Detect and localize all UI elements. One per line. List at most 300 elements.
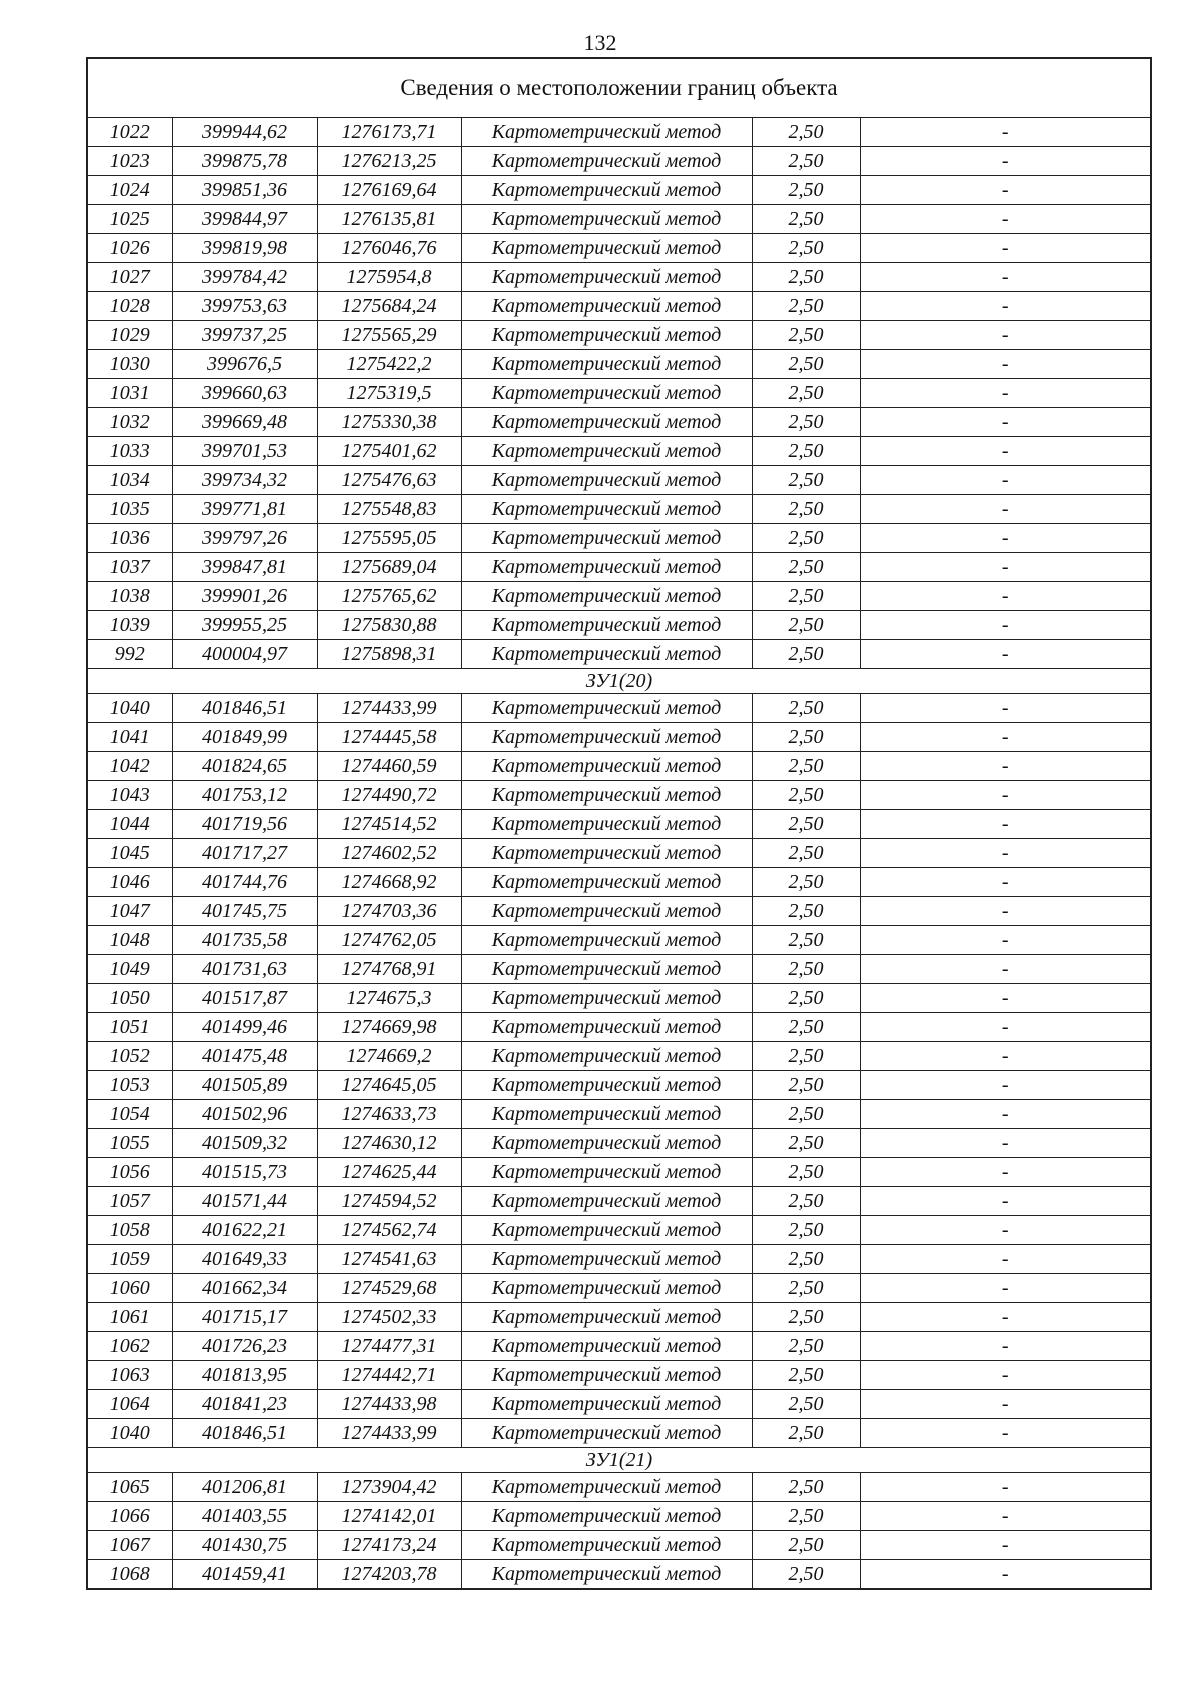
x-coordinate-cell: 399734,32 (172, 466, 317, 495)
point-number-cell: 1036 (87, 524, 172, 553)
table-row (87, 263, 1151, 292)
section-label: ЗУ1(21) (87, 1448, 1151, 1473)
method-cell: Картометрический метод (461, 1071, 752, 1100)
accuracy-cell: 2,50 (752, 611, 860, 640)
y-coordinate-cell: 1275330,38 (317, 408, 461, 437)
x-coordinate-cell: 401206,81 (172, 1473, 317, 1502)
accuracy-cell: 2,50 (752, 1419, 860, 1448)
y-coordinate-cell: 1274594,52 (317, 1187, 461, 1216)
y-coordinate-cell: 1275401,62 (317, 437, 461, 466)
accuracy-cell: 2,50 (752, 1013, 860, 1042)
point-number-cell: 1047 (87, 897, 172, 926)
y-coordinate-cell: 1275765,62 (317, 582, 461, 611)
x-coordinate-cell: 399955,25 (172, 611, 317, 640)
table-row (87, 926, 1151, 955)
x-coordinate-cell: 401502,96 (172, 1100, 317, 1129)
description-cell: - (860, 1390, 1151, 1419)
method-cell: Картометрический метод (461, 524, 752, 553)
point-number-cell: 1067 (87, 1531, 172, 1560)
y-coordinate-cell: 1274142,01 (317, 1502, 461, 1531)
y-coordinate-cell: 1274703,36 (317, 897, 461, 926)
method-cell: Картометрический метод (461, 1560, 752, 1590)
point-number-cell: 1025 (87, 205, 172, 234)
y-coordinate-cell: 1274477,31 (317, 1332, 461, 1361)
method-cell: Картометрический метод (461, 1473, 752, 1502)
method-cell: Картометрический метод (461, 752, 752, 781)
x-coordinate-cell: 401846,51 (172, 1419, 317, 1448)
table-title: Сведения о местоположении границ объекта (87, 58, 1151, 118)
accuracy-cell: 2,50 (752, 1187, 860, 1216)
method-cell: Картометрический метод (461, 984, 752, 1013)
table-row (87, 408, 1151, 437)
point-number-cell: 1043 (87, 781, 172, 810)
description-cell: - (860, 1071, 1151, 1100)
y-coordinate-cell: 1274460,59 (317, 752, 461, 781)
y-coordinate-cell: 1275689,04 (317, 553, 461, 582)
table-row (87, 1013, 1151, 1042)
description-cell: - (860, 984, 1151, 1013)
y-coordinate-cell: 1274602,52 (317, 839, 461, 868)
description-cell: - (860, 781, 1151, 810)
y-coordinate-cell: 1274668,92 (317, 868, 461, 897)
method-cell: Картометрический метод (461, 582, 752, 611)
accuracy-cell: 2,50 (752, 582, 860, 611)
accuracy-cell: 2,50 (752, 1100, 860, 1129)
point-number-cell: 1040 (87, 1419, 172, 1448)
x-coordinate-cell: 401459,41 (172, 1560, 317, 1590)
table-row (87, 1274, 1151, 1303)
table-row (87, 118, 1151, 147)
method-cell: Картометрический метод (461, 1419, 752, 1448)
accuracy-cell: 2,50 (752, 466, 860, 495)
description-cell: - (860, 1332, 1151, 1361)
accuracy-cell: 2,50 (752, 553, 860, 582)
description-cell: - (860, 495, 1151, 524)
accuracy-cell: 2,50 (752, 1245, 860, 1274)
x-coordinate-cell: 399771,81 (172, 495, 317, 524)
table-row (87, 234, 1151, 263)
boundary-coordinates-table (86, 57, 1152, 1590)
accuracy-cell: 2,50 (752, 723, 860, 752)
x-coordinate-cell: 399701,53 (172, 437, 317, 466)
method-cell: Картометрический метод (461, 1531, 752, 1560)
x-coordinate-cell: 399669,48 (172, 408, 317, 437)
table-row (87, 292, 1151, 321)
method-cell: Картометрический метод (461, 868, 752, 897)
x-coordinate-cell: 401841,23 (172, 1390, 317, 1419)
point-number-cell: 1024 (87, 176, 172, 205)
accuracy-cell: 2,50 (752, 292, 860, 321)
y-coordinate-cell: 1275476,63 (317, 466, 461, 495)
y-coordinate-cell: 1276173,71 (317, 118, 461, 147)
y-coordinate-cell: 1274173,24 (317, 1531, 461, 1560)
x-coordinate-cell: 401744,76 (172, 868, 317, 897)
description-cell: - (860, 1100, 1151, 1129)
point-number-cell: 1048 (87, 926, 172, 955)
table-row (87, 1245, 1151, 1274)
y-coordinate-cell: 1274433,99 (317, 694, 461, 723)
accuracy-cell: 2,50 (752, 926, 860, 955)
method-cell: Картометрический метод (461, 955, 752, 984)
point-number-cell: 1055 (87, 1129, 172, 1158)
x-coordinate-cell: 399676,5 (172, 350, 317, 379)
accuracy-cell: 2,50 (752, 263, 860, 292)
method-cell: Картометрический метод (461, 205, 752, 234)
x-coordinate-cell: 401846,51 (172, 694, 317, 723)
accuracy-cell: 2,50 (752, 524, 860, 553)
table-row (87, 437, 1151, 466)
description-cell: - (860, 1216, 1151, 1245)
description-cell: - (860, 955, 1151, 984)
accuracy-cell: 2,50 (752, 1332, 860, 1361)
point-number-cell: 1039 (87, 611, 172, 640)
point-number-cell: 1023 (87, 147, 172, 176)
description-cell: - (860, 897, 1151, 926)
description-cell: - (860, 205, 1151, 234)
table-row (87, 466, 1151, 495)
accuracy-cell: 2,50 (752, 234, 860, 263)
method-cell: Картометрический метод (461, 234, 752, 263)
accuracy-cell: 2,50 (752, 868, 860, 897)
y-coordinate-cell: 1274633,73 (317, 1100, 461, 1129)
method-cell: Картометрический метод (461, 321, 752, 350)
accuracy-cell: 2,50 (752, 694, 860, 723)
y-coordinate-cell: 1274645,05 (317, 1071, 461, 1100)
accuracy-cell: 2,50 (752, 495, 860, 524)
point-number-cell: 992 (87, 640, 172, 669)
point-number-cell: 1065 (87, 1473, 172, 1502)
y-coordinate-cell: 1275595,05 (317, 524, 461, 553)
accuracy-cell: 2,50 (752, 1071, 860, 1100)
description-cell: - (860, 292, 1151, 321)
x-coordinate-cell: 399844,97 (172, 205, 317, 234)
y-coordinate-cell: 1275422,2 (317, 350, 461, 379)
description-cell: - (860, 350, 1151, 379)
y-coordinate-cell: 1274768,91 (317, 955, 461, 984)
description-cell: - (860, 752, 1151, 781)
point-number-cell: 1026 (87, 234, 172, 263)
x-coordinate-cell: 399797,26 (172, 524, 317, 553)
method-cell: Картометрический метод (461, 495, 752, 524)
accuracy-cell: 2,50 (752, 147, 860, 176)
description-cell: - (860, 379, 1151, 408)
description-cell: - (860, 582, 1151, 611)
point-number-cell: 1063 (87, 1361, 172, 1390)
description-cell: - (860, 810, 1151, 839)
table-row (87, 640, 1151, 669)
method-cell: Картометрический метод (461, 437, 752, 466)
description-cell: - (860, 1042, 1151, 1071)
x-coordinate-cell: 401499,46 (172, 1013, 317, 1042)
y-coordinate-cell: 1274541,63 (317, 1245, 461, 1274)
x-coordinate-cell: 399901,26 (172, 582, 317, 611)
point-number-cell: 1049 (87, 955, 172, 984)
point-number-cell: 1037 (87, 553, 172, 582)
x-coordinate-cell: 401403,55 (172, 1502, 317, 1531)
x-coordinate-cell: 401745,75 (172, 897, 317, 926)
x-coordinate-cell: 401731,63 (172, 955, 317, 984)
x-coordinate-cell: 401475,48 (172, 1042, 317, 1071)
y-coordinate-cell: 1275565,29 (317, 321, 461, 350)
table-row (87, 723, 1151, 752)
method-cell: Картометрический метод (461, 1129, 752, 1158)
description-cell: - (860, 1361, 1151, 1390)
description-cell: - (860, 1419, 1151, 1448)
description-cell: - (860, 1473, 1151, 1502)
description-cell: - (860, 263, 1151, 292)
table-row (87, 1216, 1151, 1245)
x-coordinate-cell: 401662,34 (172, 1274, 317, 1303)
description-cell: - (860, 437, 1151, 466)
y-coordinate-cell: 1276046,76 (317, 234, 461, 263)
table-row (87, 1332, 1151, 1361)
y-coordinate-cell: 1274630,12 (317, 1129, 461, 1158)
table-row (87, 868, 1151, 897)
table-row (87, 524, 1151, 553)
accuracy-cell: 2,50 (752, 205, 860, 234)
y-coordinate-cell: 1274203,78 (317, 1560, 461, 1590)
description-cell: - (860, 1158, 1151, 1187)
table-row (87, 1390, 1151, 1419)
point-number-cell: 1061 (87, 1303, 172, 1332)
x-coordinate-cell: 401515,73 (172, 1158, 317, 1187)
x-coordinate-cell: 401824,65 (172, 752, 317, 781)
point-number-cell: 1028 (87, 292, 172, 321)
accuracy-cell: 2,50 (752, 321, 860, 350)
x-coordinate-cell: 399784,42 (172, 263, 317, 292)
y-coordinate-cell: 1276135,81 (317, 205, 461, 234)
x-coordinate-cell: 401649,33 (172, 1245, 317, 1274)
table-row (87, 897, 1151, 926)
table-row (87, 1473, 1151, 1502)
method-cell: Картометрический метод (461, 553, 752, 582)
y-coordinate-cell: 1274490,72 (317, 781, 461, 810)
x-coordinate-cell: 401753,12 (172, 781, 317, 810)
x-coordinate-cell: 401622,21 (172, 1216, 317, 1245)
point-number-cell: 1030 (87, 350, 172, 379)
accuracy-cell: 2,50 (752, 1560, 860, 1590)
y-coordinate-cell: 1274762,05 (317, 926, 461, 955)
y-coordinate-cell: 1275684,24 (317, 292, 461, 321)
point-number-cell: 1027 (87, 263, 172, 292)
x-coordinate-cell: 401430,75 (172, 1531, 317, 1560)
x-coordinate-cell: 399851,36 (172, 176, 317, 205)
x-coordinate-cell: 401735,58 (172, 926, 317, 955)
table-row (87, 1187, 1151, 1216)
method-cell: Картометрический метод (461, 263, 752, 292)
accuracy-cell: 2,50 (752, 1303, 860, 1332)
accuracy-cell: 2,50 (752, 984, 860, 1013)
y-coordinate-cell: 1275319,5 (317, 379, 461, 408)
accuracy-cell: 2,50 (752, 176, 860, 205)
table-row (87, 1042, 1151, 1071)
x-coordinate-cell: 399847,81 (172, 553, 317, 582)
table-row (87, 694, 1151, 723)
x-coordinate-cell: 399819,98 (172, 234, 317, 263)
method-cell: Картометрический метод (461, 1100, 752, 1129)
accuracy-cell: 2,50 (752, 408, 860, 437)
method-cell: Картометрический метод (461, 176, 752, 205)
point-number-cell: 1056 (87, 1158, 172, 1187)
y-coordinate-cell: 1275954,8 (317, 263, 461, 292)
x-coordinate-cell: 401505,89 (172, 1071, 317, 1100)
point-number-cell: 1031 (87, 379, 172, 408)
table-row (87, 1361, 1151, 1390)
method-cell: Картометрический метод (461, 1361, 752, 1390)
description-cell: - (860, 868, 1151, 897)
point-number-cell: 1053 (87, 1071, 172, 1100)
accuracy-cell: 2,50 (752, 1129, 860, 1158)
table-row (87, 379, 1151, 408)
accuracy-cell: 2,50 (752, 350, 860, 379)
method-cell: Картометрический метод (461, 408, 752, 437)
table-row (87, 1419, 1151, 1448)
x-coordinate-cell: 401517,87 (172, 984, 317, 1013)
y-coordinate-cell: 1274433,98 (317, 1390, 461, 1419)
description-cell: - (860, 1303, 1151, 1332)
description-cell: - (860, 147, 1151, 176)
x-coordinate-cell: 401849,99 (172, 723, 317, 752)
x-coordinate-cell: 401726,23 (172, 1332, 317, 1361)
page-number: 132 (583, 30, 617, 55)
table-row (87, 984, 1151, 1013)
method-cell: Картометрический метод (461, 723, 752, 752)
method-cell: Картометрический метод (461, 379, 752, 408)
y-coordinate-cell: 1274625,44 (317, 1158, 461, 1187)
table-row (87, 839, 1151, 868)
accuracy-cell: 2,50 (752, 1042, 860, 1071)
y-coordinate-cell: 1274562,74 (317, 1216, 461, 1245)
method-cell: Картометрический метод (461, 1332, 752, 1361)
point-number-cell: 1044 (87, 810, 172, 839)
description-cell: - (860, 640, 1151, 669)
description-cell: - (860, 118, 1151, 147)
description-cell: - (860, 524, 1151, 553)
y-coordinate-cell: 1276213,25 (317, 147, 461, 176)
table-row (87, 176, 1151, 205)
x-coordinate-cell: 401715,17 (172, 1303, 317, 1332)
y-coordinate-cell: 1274433,99 (317, 1419, 461, 1448)
point-number-cell: 1051 (87, 1013, 172, 1042)
method-cell: Картометрический метод (461, 694, 752, 723)
y-coordinate-cell: 1274669,2 (317, 1042, 461, 1071)
table-row (87, 495, 1151, 524)
section-header-row (87, 669, 1151, 694)
table-row (87, 752, 1151, 781)
accuracy-cell: 2,50 (752, 1361, 860, 1390)
point-number-cell: 1034 (87, 466, 172, 495)
method-cell: Картометрический метод (461, 781, 752, 810)
description-cell: - (860, 1274, 1151, 1303)
x-coordinate-cell: 399753,63 (172, 292, 317, 321)
accuracy-cell: 2,50 (752, 839, 860, 868)
x-coordinate-cell: 400004,97 (172, 640, 317, 669)
method-cell: Картометрический метод (461, 1013, 752, 1042)
description-cell: - (860, 321, 1151, 350)
table-row (87, 1560, 1151, 1590)
x-coordinate-cell: 401571,44 (172, 1187, 317, 1216)
description-cell: - (860, 234, 1151, 263)
description-cell: - (860, 553, 1151, 582)
y-coordinate-cell: 1275898,31 (317, 640, 461, 669)
point-number-cell: 1058 (87, 1216, 172, 1245)
method-cell: Картометрический метод (461, 1274, 752, 1303)
y-coordinate-cell: 1274514,52 (317, 810, 461, 839)
method-cell: Картометрический метод (461, 292, 752, 321)
description-cell: - (860, 466, 1151, 495)
method-cell: Картометрический метод (461, 1158, 752, 1187)
description-cell: - (860, 408, 1151, 437)
x-coordinate-cell: 401813,95 (172, 1361, 317, 1390)
method-cell: Картометрический метод (461, 1245, 752, 1274)
method-cell: Картометрический метод (461, 611, 752, 640)
point-number-cell: 1040 (87, 694, 172, 723)
description-cell: - (860, 723, 1151, 752)
table-row (87, 350, 1151, 379)
method-cell: Картометрический метод (461, 640, 752, 669)
point-number-cell: 1032 (87, 408, 172, 437)
point-number-cell: 1041 (87, 723, 172, 752)
accuracy-cell: 2,50 (752, 1390, 860, 1419)
table-row (87, 1531, 1151, 1560)
point-number-cell: 1057 (87, 1187, 172, 1216)
description-cell: - (860, 1531, 1151, 1560)
table-row (87, 582, 1151, 611)
point-number-cell: 1054 (87, 1100, 172, 1129)
accuracy-cell: 2,50 (752, 810, 860, 839)
table-row (87, 1129, 1151, 1158)
point-number-cell: 1068 (87, 1560, 172, 1590)
table-row (87, 1502, 1151, 1531)
section-label: ЗУ1(20) (87, 669, 1151, 694)
table-row (87, 147, 1151, 176)
x-coordinate-cell: 399660,63 (172, 379, 317, 408)
x-coordinate-cell: 401719,56 (172, 810, 317, 839)
point-number-cell: 1022 (87, 118, 172, 147)
y-coordinate-cell: 1274445,58 (317, 723, 461, 752)
description-cell: - (860, 176, 1151, 205)
method-cell: Картометрический метод (461, 1187, 752, 1216)
description-cell: - (860, 1245, 1151, 1274)
table-row (87, 1071, 1151, 1100)
method-cell: Картометрический метод (461, 839, 752, 868)
accuracy-cell: 2,50 (752, 1158, 860, 1187)
accuracy-cell: 2,50 (752, 1473, 860, 1502)
method-cell: Картометрический метод (461, 1303, 752, 1332)
accuracy-cell: 2,50 (752, 752, 860, 781)
point-number-cell: 1064 (87, 1390, 172, 1419)
point-number-cell: 1033 (87, 437, 172, 466)
table-row (87, 955, 1151, 984)
accuracy-cell: 2,50 (752, 1531, 860, 1560)
description-cell: - (860, 1129, 1151, 1158)
y-coordinate-cell: 1274502,33 (317, 1303, 461, 1332)
accuracy-cell: 2,50 (752, 1274, 860, 1303)
accuracy-cell: 2,50 (752, 437, 860, 466)
y-coordinate-cell: 1274442,71 (317, 1361, 461, 1390)
x-coordinate-cell: 401509,32 (172, 1129, 317, 1158)
accuracy-cell: 2,50 (752, 640, 860, 669)
point-number-cell: 1029 (87, 321, 172, 350)
method-cell: Картометрический метод (461, 1216, 752, 1245)
y-coordinate-cell: 1276169,64 (317, 176, 461, 205)
method-cell: Картометрический метод (461, 1502, 752, 1531)
method-cell: Картометрический метод (461, 1042, 752, 1071)
point-number-cell: 1045 (87, 839, 172, 868)
point-number-cell: 1038 (87, 582, 172, 611)
point-number-cell: 1052 (87, 1042, 172, 1071)
table-row (87, 781, 1151, 810)
